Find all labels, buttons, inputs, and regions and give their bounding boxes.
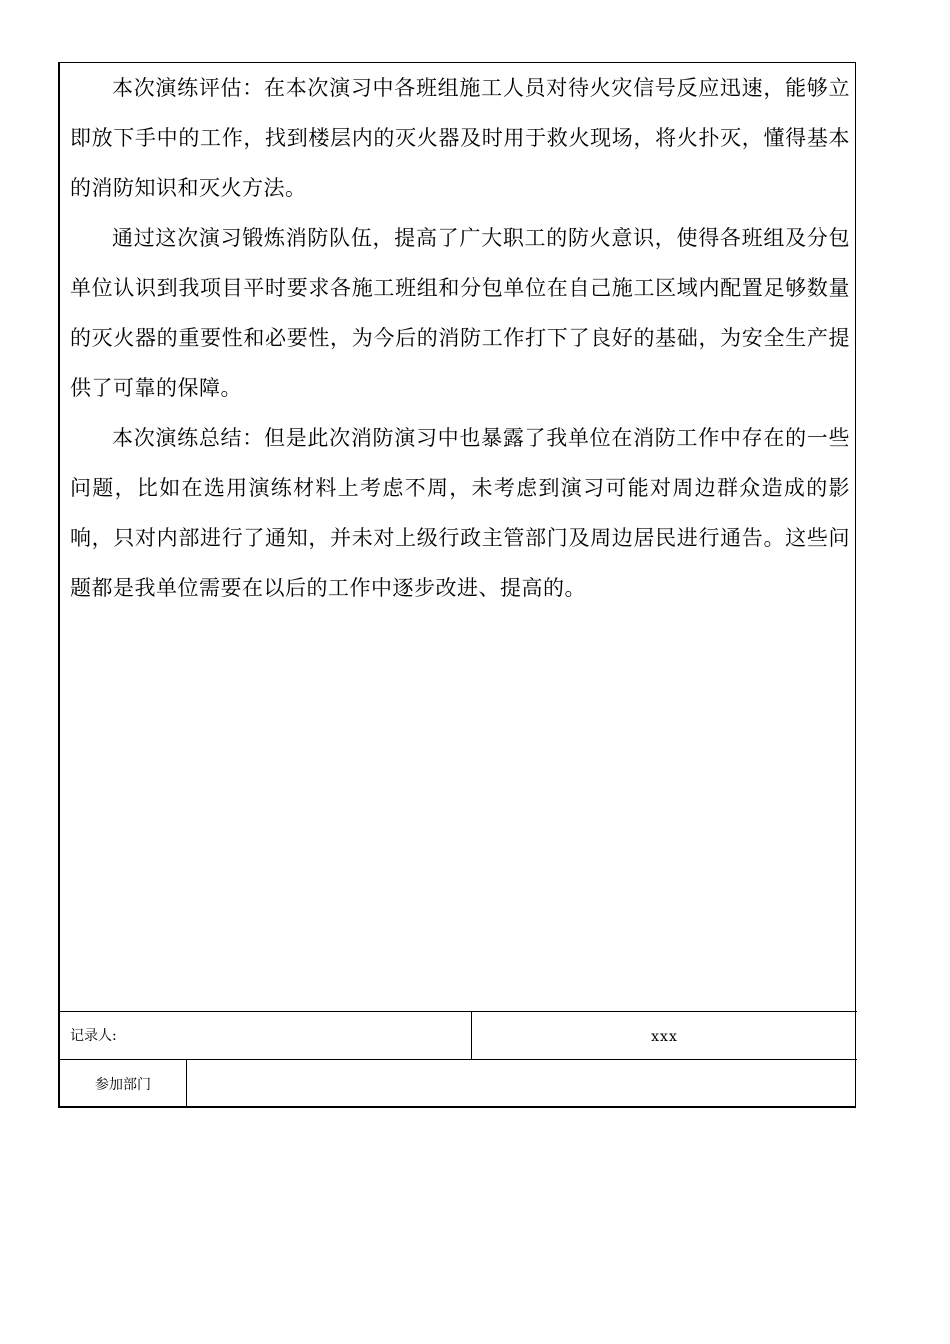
department-label: 参加部门 bbox=[95, 1077, 151, 1093]
record-form-table bbox=[58, 62, 856, 1108]
evaluation-content bbox=[70, 63, 850, 613]
paragraph-evaluation: 本次演练评估：在本次演习中各班组施工人员对待火灾信号反应迅速，能够立即放下手中的工作，找到楼层内的灭火器及时用于救火现场，将火扑灭，懂得基本的消防知识和灭火方法。 bbox=[70, 76, 850, 200]
recorder-row bbox=[60, 1011, 857, 1060]
recorder-value: xxx bbox=[651, 1029, 678, 1045]
department-value bbox=[187, 1060, 857, 1108]
department-row bbox=[60, 1060, 857, 1108]
paragraph-improvement: 通过这次演习锻炼消防队伍，提高了广大职工的防火意识，使得各班组及分包单位认识到我项目平时要求各施工班组和分包单位在自己施工区域内配置足够数量的灭火器的重要性和必要性，为今后的消防工作打下了良好的基础，为安全生产提供了可靠的保障。 bbox=[70, 226, 850, 400]
recorder-label: 记录人: bbox=[70, 1028, 117, 1044]
paragraph-summary: 本次演练总结：但是此次消防演习中也暴露了我单位在消防工作中存在的一些问题，比如在选用演练材料上考虑不周，未考虑到演习可能对周边群众造成的影响，只对内部进行了通知，并未对上级行政主管部门及周边居民进行通告。这些问题都是我单位需要在以后的工作中逐步改进、提高的。 bbox=[70, 426, 850, 600]
